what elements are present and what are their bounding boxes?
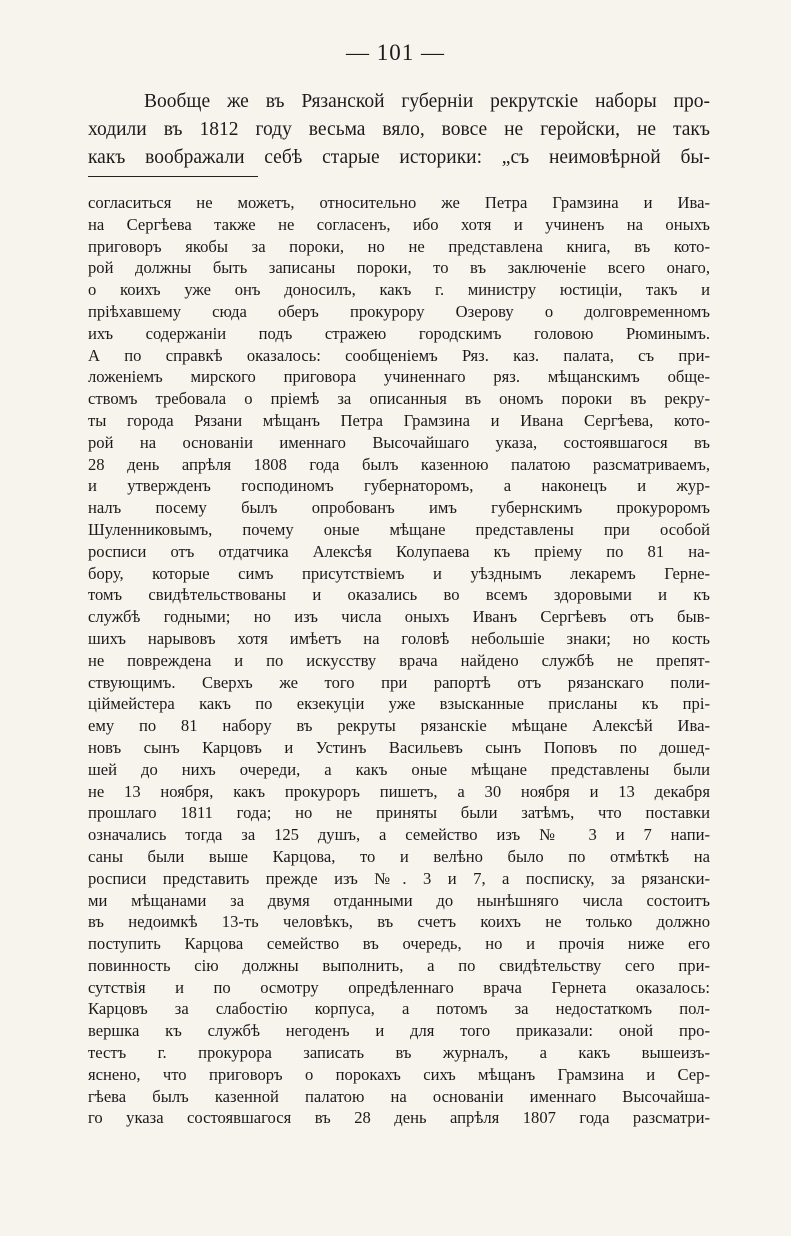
footnote-line: саны были выше Карцова, то и велѣно было по отмѣткѣ на [88, 846, 710, 866]
footnote-divider [88, 176, 258, 177]
footnote-line: росписи отъ отдатчика Алексѣя Колупаева къ пріему по 81 на- [88, 541, 710, 561]
footnote-line: Карцовъ за слабостію корпуса, а потомъ за недостаткомъ пол- [88, 999, 710, 1019]
footnote-line: ложеніемъ мирского приговора учиненнаго ряз. мѣщанскимъ обще- [88, 367, 710, 387]
footnote-line: на Сергѣева также не согласенъ, ибо хотя и учиненъ на оныхъ [88, 214, 710, 234]
footnote-line: бору, которые симъ присутствіемъ и уѣзднымъ лекаремъ Герне- [88, 563, 710, 583]
footnote-line: о коихъ уже онъ доносилъ, какъ г. министру юстиціи, такъ и [88, 280, 710, 300]
footnote-line: 28 день апрѣля 1808 года былъ казенною палатою разсматриваемъ, [88, 454, 710, 474]
footnote-line: прошлаго 1811 года; но не приняты были затѣмъ, что поставки [88, 803, 710, 823]
footnote-text [88, 192, 710, 1129]
footnote-line: приговоръ якобы за пороки, но не представлена книга, въ кото- [88, 236, 710, 256]
footnote-line: рой на основаніи именнаго Высочайшаго указа, состоявшагося въ [88, 432, 710, 452]
footnote-line: рой должны быть записаны пороки, то въ заключеніе всего онаго, [88, 258, 710, 278]
footnote-line: и утвержденъ господиномъ губернаторомъ, а наконецъ и жур- [88, 476, 710, 496]
footnote-line: вершка къ службѣ негоденъ и для того приказали: оной про- [88, 1021, 710, 1041]
footnote-line: шей до нихъ очереди, а какъ оные мѣщане представлены были [88, 759, 710, 779]
footnote-line: ми мѣщанами за двумя отданными до нынѣшняго числа состоитъ [88, 890, 710, 910]
footnote-line: означались тогда за 125 душъ, а семейство изъ № 3 и 7 напи- [88, 825, 710, 845]
footnote-line: яснено, что приговоръ о порокахъ сихъ мѣщанъ Грамзина и Сер- [88, 1064, 710, 1084]
footnote-line: томъ свидѣтельствованы и оказались во всемъ здоровыми и къ [88, 585, 710, 605]
main-text-line: какъ воображали себѣ старые историки: „съ неимовѣрной бы- [88, 147, 710, 168]
footnote-line: го указа состоявшагося въ 28 день апрѣля 1807 года разсматри- [88, 1108, 710, 1128]
footnote-line: ему по 81 набору въ рекруты рязанскіе мѣщане Алексѣй Ива- [88, 716, 710, 736]
footnote-line: Шуленниковымъ, почему оные мѣщане представлены при особой [88, 519, 710, 539]
footnote-line: ціймейстера какъ по екзекуціи уже взысканные присланы къ прі- [88, 694, 710, 714]
footnote-line: налъ посему былъ опробованъ имъ губернскимъ прокуроромъ [88, 498, 710, 518]
footnote-line: пріѣхавшему сюда оберъ прокурору Озерову о долговременномъ [88, 301, 710, 321]
footnote-line: новъ сынъ Карцовъ и Устинъ Васильевъ сынъ Поповъ по дошед- [88, 737, 710, 757]
page-number: — 101 — [346, 40, 445, 65]
footnote-line: тестъ г. прокурора записать въ журналъ, а какъ вышеизъ- [88, 1043, 710, 1063]
footnote-line: не 13 ноября, какъ прокуроръ пишетъ, а 30 ноября и 13 декабря [88, 781, 710, 801]
footnote-line: поступить Карцова семейство въ очередь, но и прочія ниже его [88, 934, 710, 954]
footnote-line: ихъ содержаніи подъ стражею городскимъ головою Рюминымъ. [88, 323, 710, 343]
footnote-line: шихъ нарывовъ хотя имѣетъ на головѣ небольшіе знаки; но кость [88, 628, 710, 648]
footnote-line: А по справкѣ оказалось: сообщеніемъ Ряз. каз. палата, съ при- [88, 345, 710, 365]
footnote-line: сутствія и по осмотру опредѣленнаго врача Гернета оказалось: [88, 977, 710, 997]
footnote-line: повинность сію должны выполнить, а по свидѣтельству сего при- [88, 955, 710, 975]
footnote-line: ты города Рязани мѣщанъ Петра Грамзина и Ивана Сергѣева, кото- [88, 410, 710, 430]
main-text [88, 88, 710, 172]
main-text-line: Вообще же въ Рязанской губерніи рекрутскіе наборы про- [144, 91, 710, 112]
footnote-line: гѣева былъ казенной палатою на основаніи именнаго Высочайша- [88, 1086, 710, 1106]
footnote-line: въ недоимкѣ 13-ть человѣкъ, въ счетъ коихъ не только должно [88, 912, 710, 932]
footnote-line: ствомъ требовала о пріемѣ за описанныя въ ономъ пороки въ рекру- [88, 389, 710, 409]
footnote-line: согласиться не можетъ, относительно же Петра Грамзина и Ива- [88, 193, 710, 212]
footnote-line: не повреждена и по искусству врача найдено службѣ не препят- [88, 650, 710, 670]
footnote-line: ствующимъ. Сверхъ же того при рапортѣ отъ рязанскаго поли- [88, 672, 710, 692]
main-text-line: ходили въ 1812 году весьма вяло, вовсе не геройски, не такъ [88, 119, 710, 140]
footnote-line: росписи представить прежде изъ №. 3 и 7, а посписку, за рязански- [88, 868, 710, 888]
footnote-line: службѣ годными; но изъ числа оныхъ Иванъ Сергѣевъ отъ быв- [88, 607, 710, 627]
